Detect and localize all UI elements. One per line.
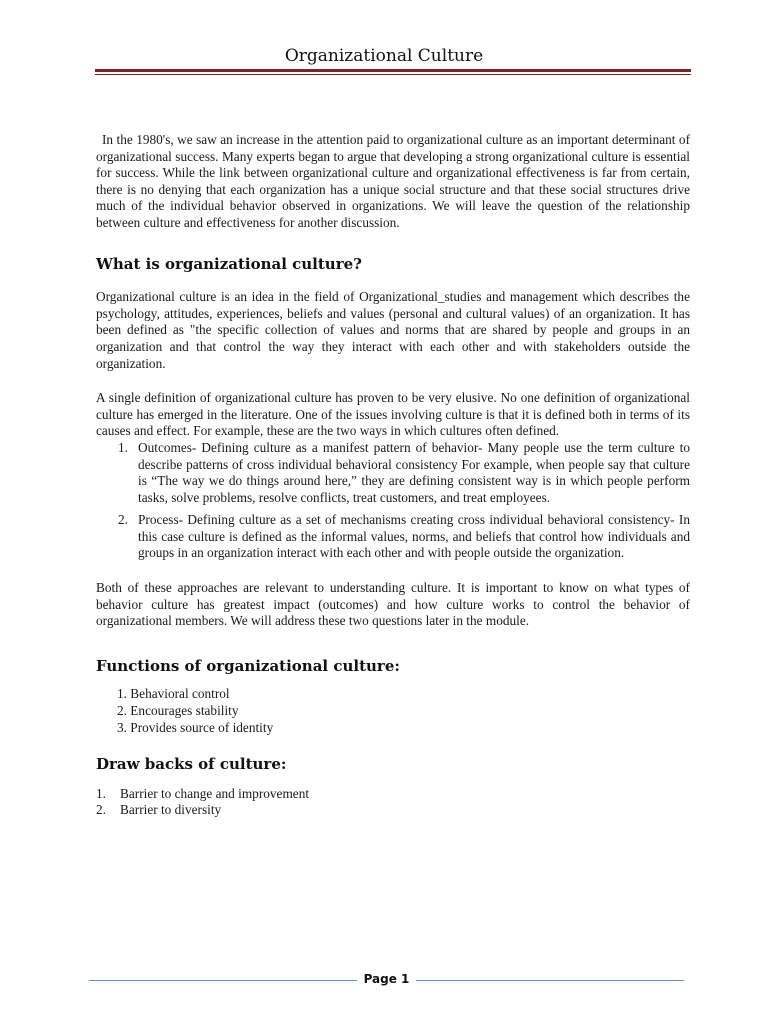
list-item-number: 1. [96, 785, 106, 801]
list-item-number: 2. [96, 802, 106, 818]
heading-drawbacks: Draw backs of culture: [96, 755, 287, 774]
list-item-number: 2. [118, 512, 128, 528]
drawbacks-list [96, 786, 690, 819]
footer-rule-left [89, 980, 357, 981]
list-item: 1. Behavioral control [117, 686, 230, 702]
list-item-number: 1. [118, 439, 128, 455]
page-header-title: Organizational Culture [284, 46, 484, 66]
list-item-text: Barrier to diversity [120, 802, 222, 818]
approaches-summary-paragraph: Both of these approaches are relevant to understanding culture. It is important to know on what types of behavior culture has greatest impact (outcomes) and how culture works to control the behavior of organizational members. We will address these two questions later in the module. [96, 580, 690, 629]
intro-paragraph: In the 1980's, we saw an increase in the attention paid to organizational culture as an important determinant of organizational success. Many experts began to argue that developing a strong organizational culture is essential for success. While the link between organizational culture and organizational effectiveness is far from certain, there is no denying that each organization has a unique social structure and that these social structures drive much of the individual behavior observed in organizations. We will leave the question of the relationship between culture and effectiveness for another discussion. [96, 132, 690, 230]
list-item: 2. Encourages stability [117, 703, 239, 719]
heading-functions: Functions of organizational culture: [96, 656, 400, 675]
document-body [96, 132, 690, 819]
definition-paragraph: Organizational culture is an idea in the field of Organizational_studies and management which describes the psychology, attitudes, experiences, beliefs and values (personal and cultural values) of an organization. It has been defined as "the specific collection of values and norms that are shared by people and groups in an organization and that control the way they interact with each other and with stakeholders outside the organization. [96, 289, 690, 371]
heading-what-is-culture: What is organizational culture? [96, 254, 362, 273]
list-item-text: Outcomes- Defining culture as a manifest pattern of behavior- Many people use the term culture to describe patterns of cross individual behavioral consistency For example, when people say that culture is “The way we do things around here,” they are defining consistent way is in which people perform tasks, solve problems, resolve conflicts, treat customers, and treat employees. [138, 439, 690, 505]
definition-approaches-list [96, 440, 690, 562]
page-number: Page 1 [363, 972, 410, 986]
footer-rule-right [416, 980, 684, 981]
list-item: 3. Provides source of identity [117, 719, 274, 735]
list-item-text: Barrier to change and improvement [120, 785, 310, 801]
header-rule-thick [95, 69, 691, 72]
elusive-definition-paragraph: A single definition of organizational culture has proven to be very elusive. No one definition of organizational culture has emerged in the literature. One of the issues involving culture is that it is defined both in terms of its causes and effect. For example, these are the two ways in which cultures often defined. [96, 390, 690, 439]
functions-list [96, 686, 690, 736]
header-rule-thin [95, 74, 691, 75]
list-item [96, 786, 690, 803]
list-item [96, 440, 690, 506]
list-item [96, 512, 690, 562]
list-item-text: Process- Defining culture as a set of mechanisms creating cross individual behavioral consistency- In this case culture is defined as the informal values, norms, and beliefs that control how individuals and groups in an organization interact with each other and with people outside the organization. [138, 512, 690, 561]
list-item [96, 802, 690, 819]
